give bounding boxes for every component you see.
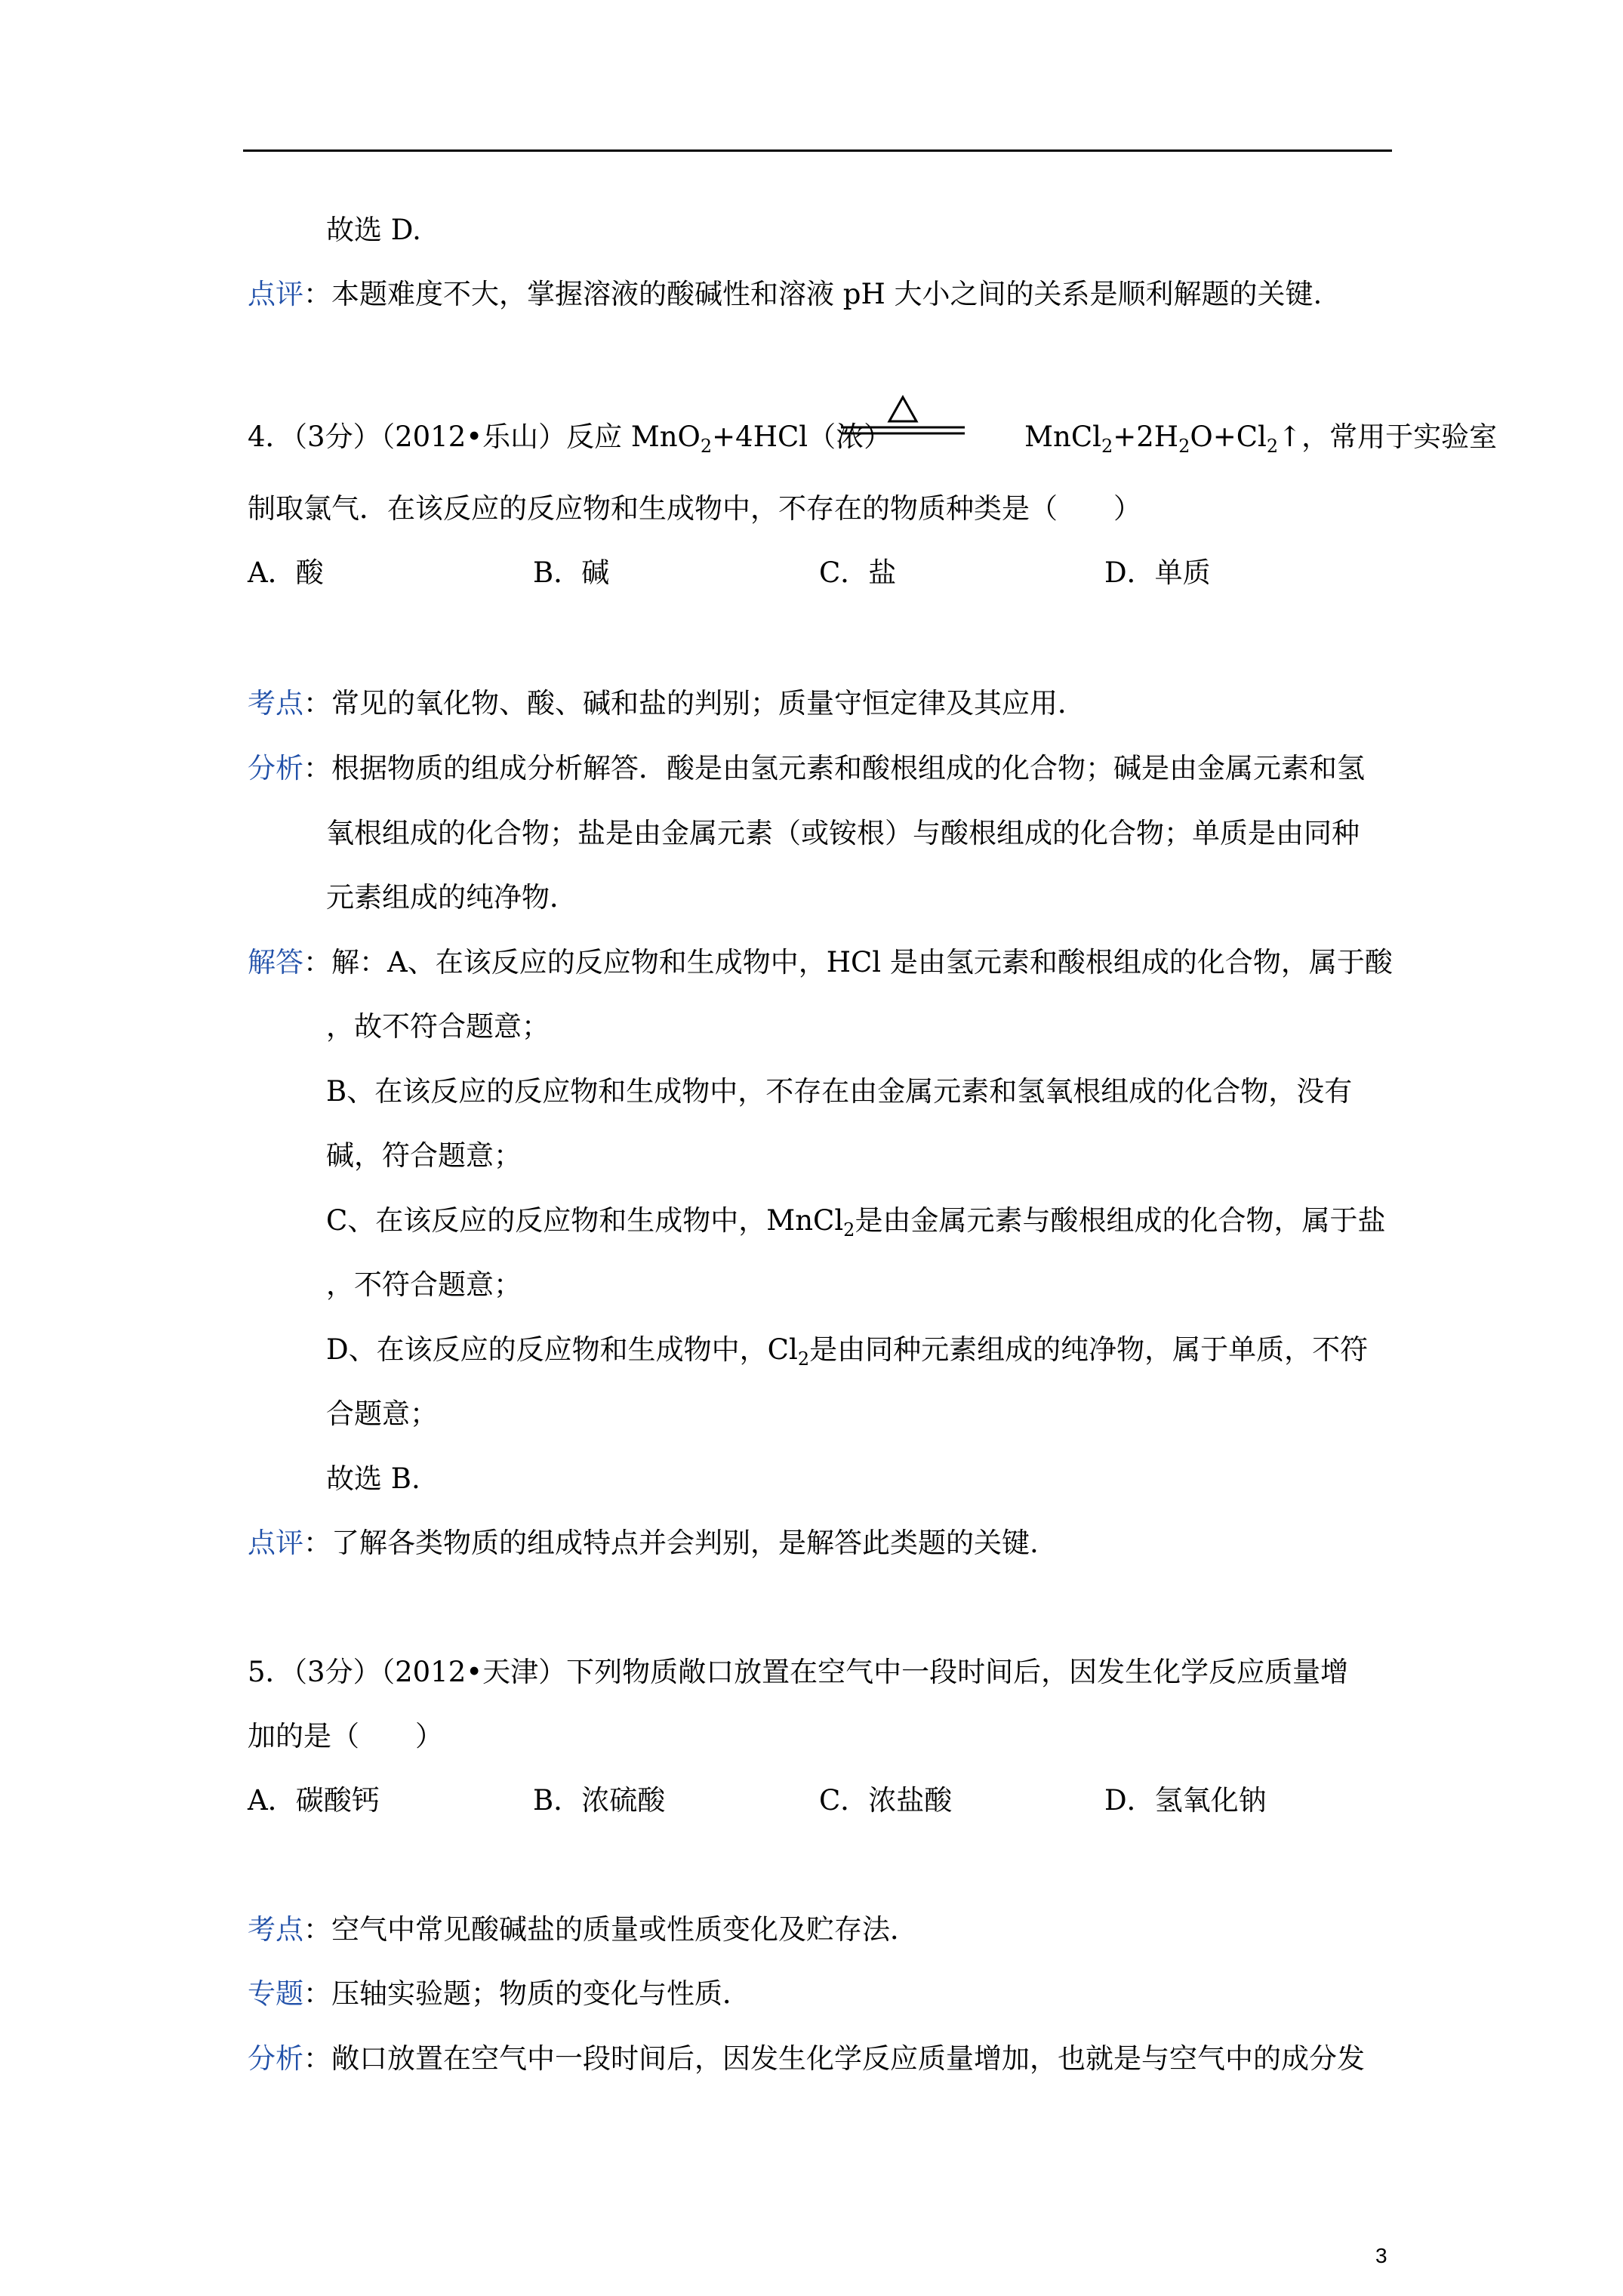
fenxi-label: 分析 [248,2042,303,2075]
q4-stem-part: +2H [1113,421,1179,453]
comment-text: ：本题难度不大，掌握溶液的酸碱性和溶液 pH 大小之间的关系是顺利解题的关键. [303,278,1323,310]
q4-option-a: A．酸 [248,556,324,589]
q4-stem-part: ↑，常用于实验室 [1278,421,1498,453]
fenxi-label: 分析 [248,752,303,784]
zhuanti-text: ：压轴实验题；物质的变化与性质． [303,1977,750,2010]
q4-jieda-line2: ，故不符合题意； [326,1010,550,1043]
heating-condition-icon [839,394,966,439]
jieda-part: D、在该反应的反应物和生成物中，Cl [326,1333,798,1366]
kaodian-text: ：常见的氧化物、酸、碱和盐的判别；质量守恒定律及其应用． [303,687,1086,720]
q5-kaodian [248,1912,918,1948]
subscript: 2 [1178,436,1190,457]
q4-stem-line2: 制取氯气．在该反应的反应物和生成物中，不存在的物质种类是（ ） [248,492,1141,525]
q4-jieda-line7 [326,1332,1368,1377]
jieda-part: 是由金属元素与酸根组成的化合物，属于盐 [855,1204,1386,1237]
page-number: 3 [1375,2244,1387,2267]
dianping-label: 点评 [248,1527,303,1559]
subscript: 2 [843,1219,855,1240]
q4-jieda-line4: 碱，符合题意； [326,1139,522,1172]
q5-stem-line2: 加的是（ ） [248,1720,443,1752]
q4-stem-part: +4HCl（浓） [712,421,892,453]
q4-options [248,555,1380,591]
kaodian-label: 考点 [248,1913,303,1946]
q4-option-d: D．单质 [1104,556,1211,589]
q4-option-b: B．碱 [533,556,610,589]
q5-stem-line1: 5．（3分）（2012•天津）下列物质敞口放置在空气中一段时间后，因发生化学反应质量增 [248,1656,1349,1688]
dianping-text: ：了解各类物质的组成特点并会判别，是解答此类题的关键. [303,1527,1039,1559]
q5-option-c: C．浓盐酸 [819,1784,953,1817]
q4-kaodian [248,686,1086,722]
q4-jieda-line3: B、在该反应的反应物和生成物中，不存在由金属元素和氢氧根组成的化合物，没有 [326,1075,1353,1108]
fenxi-text: ：敞口放置在空气中一段时间后，因发生化学反应质量增加，也就是与空气中的成分发 [303,2042,1365,2075]
jieda-text: ：解：A、在该反应的反应物和生成物中，HCl 是由氢元素和酸根组成的化合物，属于酸 [303,946,1393,978]
q4-jieda-line8: 合题意； [326,1398,438,1430]
kaodian-text: ：空气中常见酸碱盐的质量或性质变化及贮存法． [303,1913,918,1946]
jieda-part: 是由同种元素组成的纯净物，属于单质，不符 [809,1333,1369,1366]
q4-fenxi-line2: 氧根组成的化合物；盐是由金属元素（或铵根）与酸根组成的化合物；单质是由同种 [326,817,1360,849]
q4-jieda-line1 [248,945,1393,981]
q5-option-b: B．浓硫酸 [533,1784,666,1817]
subscript: 2 [700,436,713,457]
q5-option-d: D．氢氧化钠 [1104,1784,1267,1817]
q4-jieda-line9: 故选 B. [326,1462,420,1495]
q3-conclusion: 故选 D. [326,214,421,246]
q5-zhuanti [248,1976,750,2012]
q4-dianping [248,1525,1039,1561]
q4-option-c: C．盐 [819,556,897,589]
subscript: 2 [797,1348,810,1370]
jieda-label: 解答 [248,946,303,978]
comment-label: 点评 [248,278,303,310]
q4-fenxi-line1 [248,750,1365,787]
subscript: 2 [1266,436,1279,457]
zhuanti-label: 专题 [248,1977,303,2010]
q4-stem-part: 4．（3分）（2012•乐山）反应 MnO [248,421,701,453]
q4-fenxi-line3: 元素组成的纯净物． [326,881,577,914]
q3-comment [248,276,1322,313]
header-rule [243,149,1392,152]
fenxi-text: ：根据物质的组成分析解答．酸是由氢元素和酸根组成的化合物；碱是由金属元素和氢 [303,752,1365,784]
q4-jieda-line6: ，不符合题意； [326,1268,522,1301]
subscript: 2 [1101,436,1113,457]
q5-option-a: A．碳酸钙 [248,1784,380,1817]
q5-fenxi [248,2041,1365,2077]
kaodian-label: 考点 [248,687,303,720]
q4-stem-part: O+Cl [1190,421,1267,453]
jieda-part: C、在该反应的反应物和生成物中，MnCl [326,1204,844,1237]
q4-stem-part: MnCl [1024,421,1101,453]
q5-options [248,1783,1380,1819]
q4-jieda-line5 [326,1203,1385,1248]
